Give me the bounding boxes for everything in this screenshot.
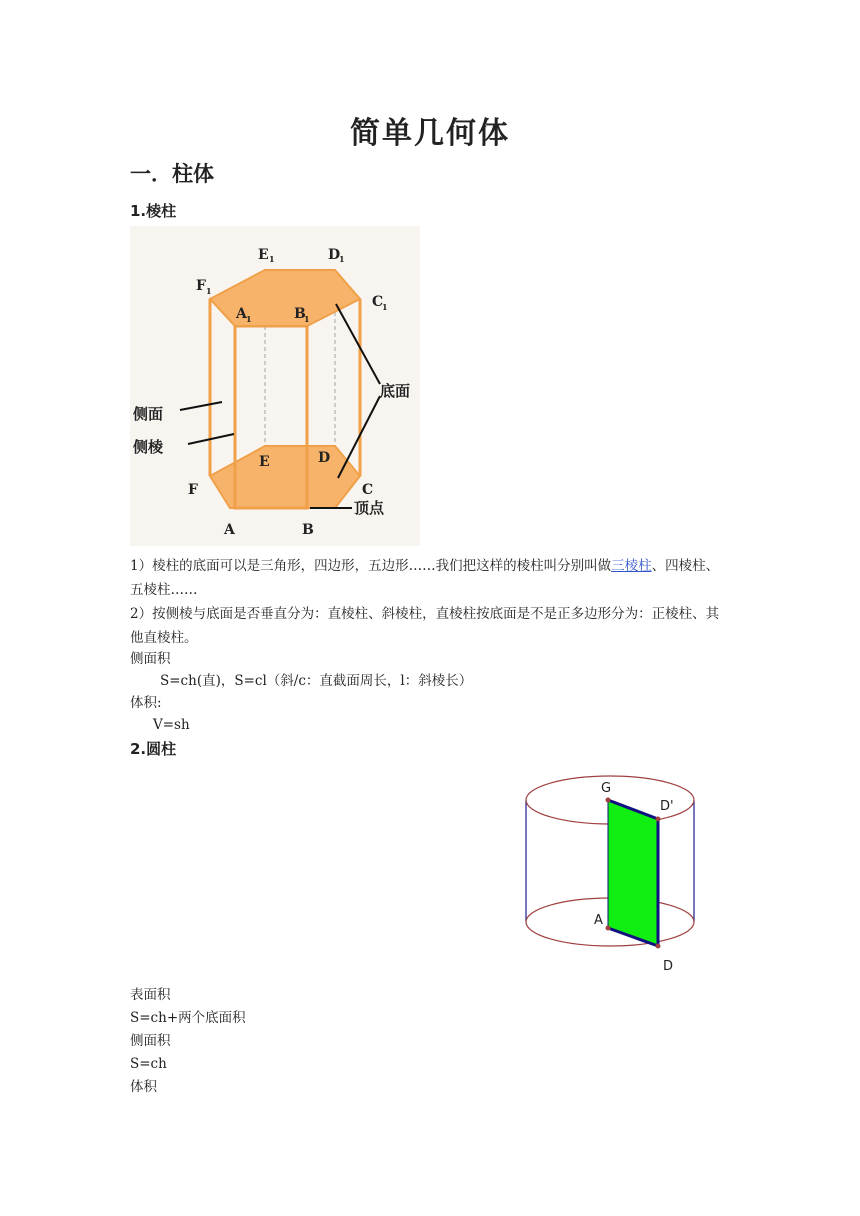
label-b1-sub: 1 [304,314,310,324]
point-g [606,798,611,803]
subheading-prism: 1.棱柱 [130,202,177,220]
label-cyl-d: D [663,959,674,974]
label-b: B [302,522,314,538]
cylinder-figure [520,772,700,977]
label-e1-sub: 1 [269,254,275,264]
lateral-area-label: 侧面积 [130,651,171,667]
section-heading-cylinder-bodies: 一．柱体 [130,162,214,186]
prism-figure [130,226,420,546]
label-vertex: 顶点 [354,499,385,517]
label-base: 底面 [380,382,411,400]
label-side-face: 侧面 [133,405,164,423]
label-e: E [259,454,270,470]
paragraph-prism-classification: 2）按侧棱与底面是否垂直分为：直棱柱、斜棱柱，直棱柱按底面是不是正多边形分为：正棱柱、其他直棱柱。 [130,606,720,646]
label-d: D [318,450,331,466]
surface-area-label: 表面积 [130,987,171,1003]
surface-area-formula: S=ch+两个底面积 [130,1010,246,1026]
label-cyl-a: A [594,913,603,928]
volume-label: 体积: [130,695,162,711]
label-b1: B [294,306,306,322]
label-g: G [601,781,612,796]
point-d [656,944,661,949]
axial-section-rectangle [608,800,658,946]
volume-formula: V=sh [153,717,190,733]
lateral-area-label-cylinder: 侧面积 [130,1033,171,1049]
paragraph-prism-bases-text-b: 、四棱柱、五棱柱…… [130,558,720,598]
label-c: C [362,482,374,498]
page-title: 简单几何体 [350,116,510,151]
lateral-area-formula: S=ch(直)，S=cl（斜/c：直截面周长，l：斜棱长） [160,673,473,689]
label-d1-sub: 1 [339,254,345,264]
paragraph-prism-bases-text-a: 1）棱柱的底面可以是三角形，四边形，五边形……我们把这样的棱柱叫分别叫做 [130,558,612,574]
label-e1: E [258,247,269,263]
label-a: A [224,522,235,538]
point-dprime [656,817,661,822]
label-a1: A [236,306,247,322]
label-c1: C [372,294,384,310]
label-f1: F [196,278,206,294]
label-c1-sub: 1 [382,302,388,312]
paragraph-prism-bases [130,554,730,602]
label-f: F [188,482,198,498]
label-side-edge: 侧棱 [133,438,164,456]
label-d1: D [328,247,341,263]
link-triangular-prism[interactable]: 三棱柱 [611,558,652,574]
point-a [606,926,611,931]
subheading-cylinder: 2.圆柱 [130,740,177,758]
lateral-area-formula-cylinder: S=ch [130,1056,167,1072]
label-a1-sub: 1 [246,314,252,324]
label-f1-sub: 1 [206,286,212,296]
label-dprime: D' [660,799,674,814]
volume-label-cylinder: 体积 [130,1079,157,1095]
